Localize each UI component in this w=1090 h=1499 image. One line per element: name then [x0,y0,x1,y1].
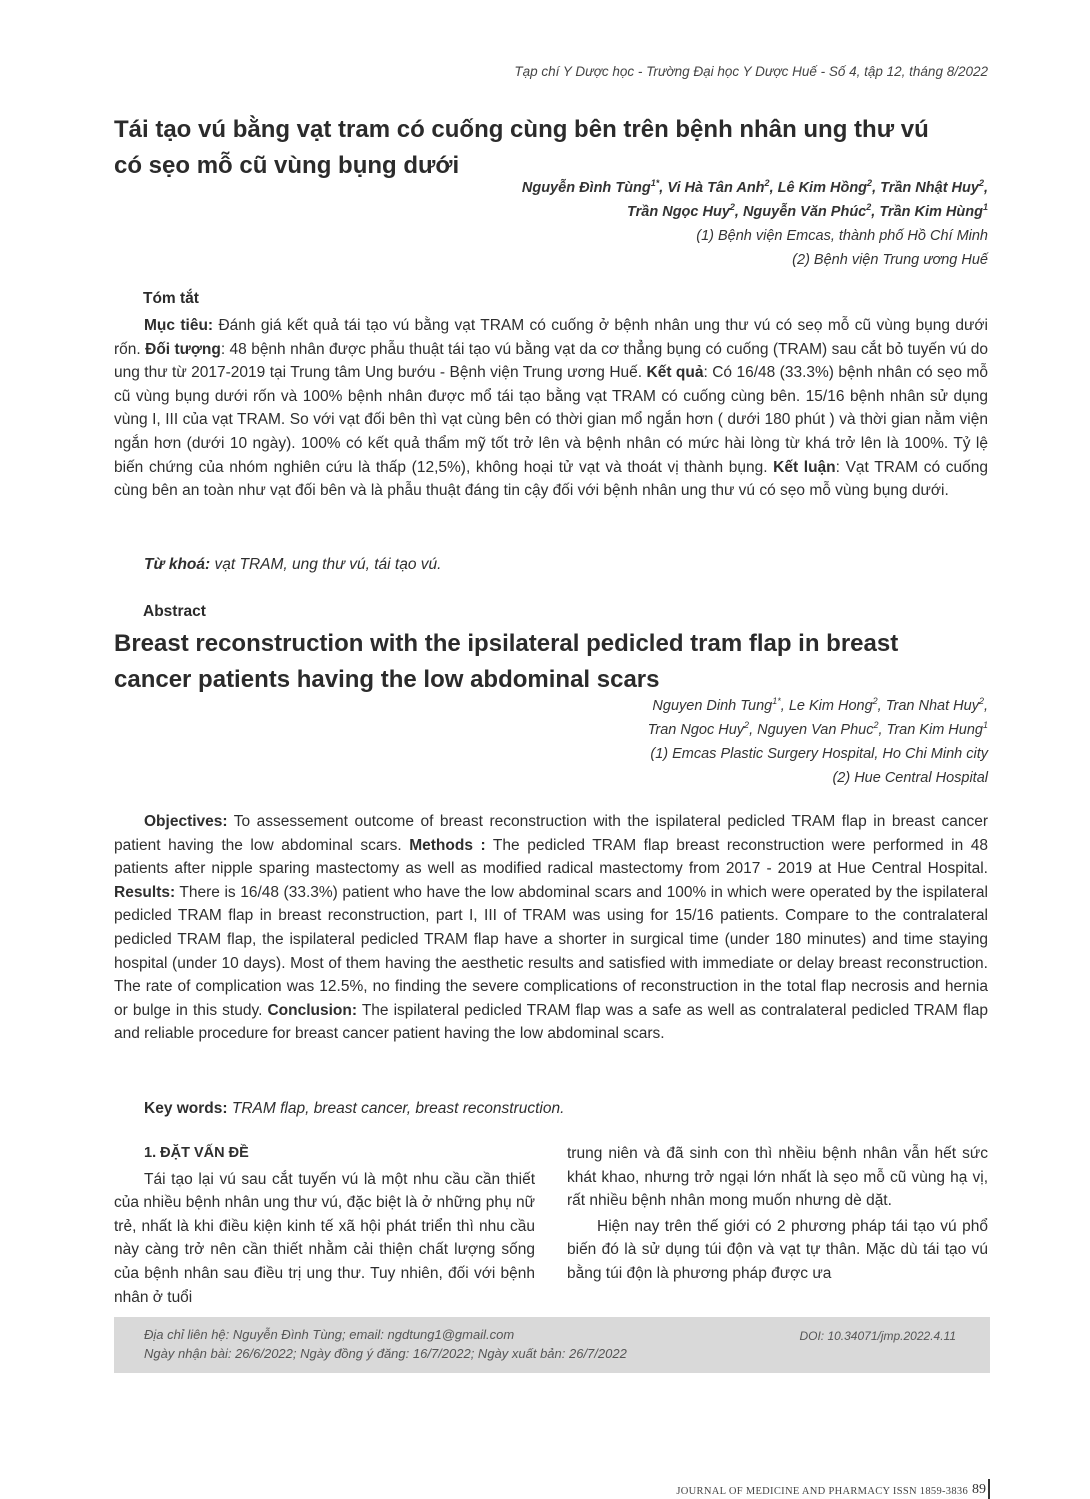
vn-affiliation-2: (2) Bệnh viện Trung ương Huế [792,252,988,268]
contact-box [114,1317,990,1373]
body-column-right [567,1142,988,1286]
body-column-left [114,1142,535,1309]
en-affiliation-2: (2) Hue Central Hospital [832,770,988,786]
section-heading: 1. ĐẶT VẤN ĐỀ [144,1145,249,1161]
doi-label: DOI: 10.34071/jmp.2022.4.11 [799,1329,956,1343]
vn-summary-paragraph: Mục tiêu: Đánh giá kết quả tái tạo vú bằng vạt TRAM có cuống ở bệnh nhân ung thư vú có seọ mỗ cũ vùng bụng dưới rốn. Đối tượng: 48 bệnh nhân được phẫu thuật tái tạo vú bằng vạt da cơ thẳng bụng có cuống (TRAM) sau cắt bỏ tuyến vú do ung thư từ 2017-2019 tại Trung tâm Ung bướu - Bệnh viện Trung ương Huế. Kết quả: Có 16/48 (33.3%) bệnh nhân có sẹo mỗ cũ vùng bụng dưới rốn và 100% bệnh nhân được mổ tái tạo bằng vạt TRAM có cuống cùng bên. 15/16 bệnh nhân sử dụng vùng I, III của vạt TRAM. So với vạt đối bên thì vạt cùng bên có thời gian mổ ngắn hơn ( dưới 180 phút ) và thời gian nằm viện ngắn hơn (dưới 10 ngày). 100% có kết quả thẩm mỹ tốt trở lên và bệnh nhân có mức hài lòng từ khá trở lên là 100%. Tỷ lệ biến chứng của nhóm nghiên cứu là thấp (12,5%), không hoại tử vạt và thoát vị thành bụng. Kết luận: Vạt TRAM có cuống cùng bên an toàn như vạt đối bên và là phẫu thuật đáng tin cậy đối với bệnh nhân ung thư vú có sẹo mỗ vùng bụng dưới. [114,317,989,500]
en-affiliation-1: (1) Emcas Plastic Surgery Hospital, Ho Chi Minh city [650,746,988,762]
vn-affiliation-1: (1) Bệnh viện Emcas, thành phố Hồ Chí Minh [696,228,988,244]
en-title-line2: cancer patients having the low abdominal scars [114,666,660,693]
body-paragraph: Hiện nay trên thế giới có 2 phương pháp tái tạo vú phổ biến đó là sử dụng túi độn và vạt tự thân. Mặc dù tái tạo vú bằng túi độn là phương pháp được ưa [567,1217,988,1282]
en-abstract-paragraph: Objectives: To assessement outcome of breast reconstruction with the ispilateral pedicled TRAM flap in breast cancer patient having the low abdominal scars. Methods : The pedicled TRAM flap breast reconstruction were performed in 48 patients after nipple sparing mastectomy as well as modified radical mastectomy from 2017 - 2019 at Hue Central Hospital. Results: There is 16/48 (33.3%) patient who have the low abdominal scars and 100% in which were operated by the ispilateral pedicled TRAM flap in breast reconstruction, part I, III of TRAM was using for 15/16 patients. Compare to the contralateral pedicled TRAM flap, the ispilateral pedicled TRAM flap have a shorter in surgical time (under 180 minutes) and time staying hospital (under 10 days). Most of them having the aesthetic results and satisfied with immediate or delay breast reconstruction. The rate of complication was 12.5%, no finding the severe complications of reconstruction in the total flap necrosis and hernia or bulge in this study. Conclusion: The ispilateral pedicled TRAM flap was a safe as well as contralateral pedicled TRAM flap and reliable procedure for breast cancer patient having the low abdominal scars. [114,813,988,1043]
en-keywords: Key words: TRAM flap, breast cancer, breast reconstruction. [144,1100,565,1117]
vn-authors-line1: Nguyễn Đình Tùng$^{1*}$, Vi Hà Tân Anh$^2$, Lê Kim Hồng$^2$, Trần Nhật Huy$^2$, [521,178,988,196]
summary-heading: Tóm tắt [143,290,199,307]
en-authors [288,694,988,790]
contact-address: Địa chỉ liên hệ: Nguyễn Đình Tùng; email: ngdtung1@gmail.com [144,1327,515,1342]
footer-journal: JOURNAL OF MEDICINE AND PHARMACY ISSN 1859-3836 [676,1486,968,1497]
vn-title-line2: có sẹo mỗ cũ vùng bụng dưới [114,152,460,179]
vn-keywords: Từ khoá: vạt TRAM, ung thư vú, tái tạo vú. [144,556,442,573]
vn-authors-line2: Trần Ngọc Huy$^2$, Nguyễn Văn Phúc$^2$, Trần Kim Hùng$^1$ [627,202,988,220]
en-authors-line2: Tran Ngoc Huy$^2$, Nguyen Van Phuc$^2$, Tran Kim Hung$^1$ [647,720,988,738]
publication-dates: Ngày nhận bài: 26/6/2022; Ngày đồng ý đăng: 16/7/2022; Ngày xuất bản: 26/7/2022 [144,1346,627,1361]
vn-authors [288,176,988,272]
body-paragraph: Tái tạo lại vú sau cắt tuyến vú là một nhu cầu cần thiết của nhiều bệnh nhân ung thư vú, đặc biệt là ở những phụ nữ trẻ, nhất là khi điều kiện kinh tế xã hội phát triển thì nhu cầu này càng trở nên cần thiết nhằm cải thiện chất lượng sống của bệnh nhân sau điều trị ung thư. Tuy nhiên, đối với bệnh nhân ở tuổi [114,1170,535,1306]
vn-title [114,112,994,184]
abstract-heading: Abstract [143,603,206,620]
en-title-line1: Breast reconstruction with the ipsilateral pedicled tram flap in breast [114,630,899,657]
page-divider [988,1479,990,1499]
en-title [114,626,994,698]
en-authors-line1: Nguyen Dinh Tung$^{1*}$, Le Kim Hong$^2$, Tran Nhat Huy$^2$, [652,696,988,714]
body-paragraph: trung niên và đã sinh con thì nhềiu bệnh nhân vẫn hết sức khát khao, nhưng trở ngại lớn nhất là sẹo mỗ cũ vùng hạ vị, rất nhiều bệnh nhân mong muốn nhưng dè dặt. [567,1145,988,1210]
journal-header: Tạp chí Y Dược học - Trường Đại học Y Dược Huế - Số 4, tập 12, tháng 8/2022 [514,64,988,79]
page-number: 89 [972,1482,986,1497]
vn-title-line1: Tái tạo vú bằng vạt tram có cuống cùng bên trên bệnh nhân ung thư vú [114,116,929,143]
